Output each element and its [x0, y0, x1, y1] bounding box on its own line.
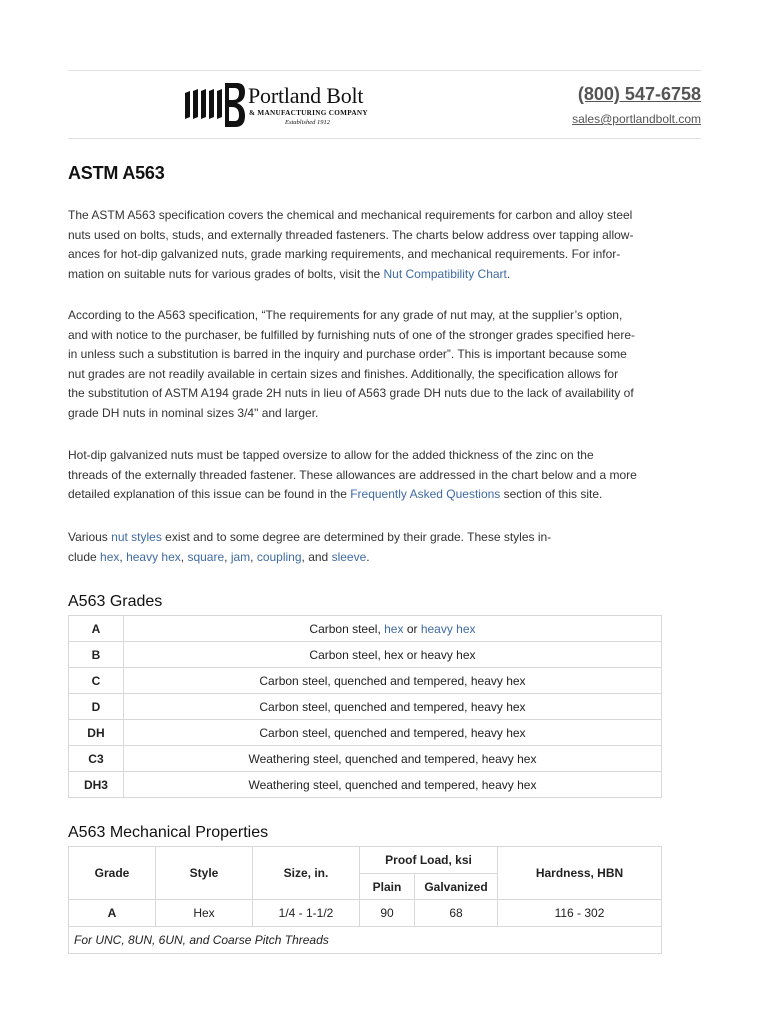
table-row [69, 694, 662, 720]
table-row [69, 720, 662, 746]
page-title: ASTM A563 [68, 163, 165, 183]
hardness-header: Hardness, HBN [498, 847, 662, 900]
nut-styles-link[interactable]: nut styles [111, 530, 162, 544]
text-line: and with notice to the purchaser, be fulfilled by furnishing nuts of one of the stronger grades specified here- [68, 327, 636, 342]
grades-heading: A563 Grades [68, 593, 163, 610]
text-punct: , and [301, 549, 332, 564]
mechanical-properties-table [68, 846, 662, 954]
email-link[interactable]: sales@portlandbolt.com [572, 112, 701, 126]
text-line: mation on suitable nuts for various grades of bolts, visit the [68, 266, 384, 281]
table-row [69, 616, 662, 642]
description-cell: Carbon steel, quenched and tempered, heavy hex [123, 720, 661, 746]
sleeve-link[interactable]: sleeve [331, 549, 367, 564]
table-row [69, 746, 662, 772]
hex-link[interactable]: hex [384, 621, 404, 636]
text-line: grade DH nuts in nominal sizes 3/4" and larger. [68, 405, 319, 420]
text-line: section of this site. [500, 487, 603, 501]
nut-compatibility-chart-link[interactable]: Nut Compatibility Chart [383, 266, 507, 281]
text-punct: , [180, 549, 188, 564]
description-text: or [403, 621, 421, 636]
galvanized-header: Galvanized [415, 874, 498, 900]
nut-styles-paragraph [68, 528, 668, 567]
plain-header: Plain [360, 874, 415, 900]
description-cell: Carbon steel, quenched and tempered, heavy hex [123, 694, 661, 720]
grade-cell: B [69, 642, 124, 668]
size-header: Size, in. [253, 847, 360, 900]
galvanized-paragraph [68, 446, 668, 505]
table-row [69, 642, 662, 668]
grade-cell: A [69, 616, 124, 642]
substitution-paragraph [68, 306, 668, 423]
portland-bolt-logo[interactable] [181, 79, 391, 131]
text-line: The ASTM A563 specification covers the chemical and mechanical requirements for carbon and alloy steel [68, 208, 633, 222]
hex-link[interactable]: hex [100, 549, 120, 564]
text-line: threads of the externally threaded fastener. These allowances are addressed in the chart below and a more [68, 467, 637, 482]
plain-cell: 90 [360, 900, 415, 927]
grade-cell: DH [69, 720, 124, 746]
size-cell: 1/4 - 1-1/2 [253, 900, 360, 927]
description-cell: Weathering steel, quenched and tempered, heavy hex [123, 746, 661, 772]
phone-link[interactable]: (800) 547-6758 [577, 84, 701, 104]
table-row [69, 772, 662, 798]
site-header [68, 70, 701, 138]
text-line: Various [68, 530, 112, 544]
text-punct: . [506, 266, 511, 281]
square-link[interactable]: square [187, 549, 225, 564]
table-header-row [69, 847, 662, 874]
text-punct: , [119, 549, 127, 564]
heavy-hex-link[interactable]: heavy hex [420, 621, 476, 636]
hardness-cell: 116 - 302 [498, 900, 662, 927]
grade-cell: DH3 [69, 772, 124, 798]
text-line: nut grades are not readily available in certain sizes and finishes. Additionally, the specification allows for [68, 366, 619, 381]
text-punct: , [224, 549, 231, 564]
description-cell: Weathering steel, quenched and tempered, heavy hex [123, 772, 661, 798]
grade-header: Grade [69, 847, 156, 900]
proof-load-header: Proof Load, ksi [360, 847, 498, 874]
mechanical-heading: A563 Mechanical Properties [68, 824, 269, 841]
text-line: nuts used on bolts, studs, and externally threaded fasteners. The charts below address over tapping allow- [68, 227, 634, 242]
description-cell: Carbon steel, hex or heavy hex [123, 642, 661, 668]
text-line: the substitution of ASTM A194 grade 2H nuts in lieu of A563 grade DH nuts due to the lack of availability of [68, 386, 634, 400]
bolt-logo-icon [181, 79, 247, 131]
heavy-hex-link[interactable]: heavy hex [126, 549, 181, 564]
description-text: Carbon steel, [309, 621, 385, 636]
grades-table [68, 615, 662, 798]
logo-company-name: Portland Bolt [248, 83, 364, 108]
jam-link[interactable]: jam [230, 549, 251, 564]
galvanized-cell: 68 [415, 900, 498, 927]
text-punct: , [250, 549, 257, 564]
table-footnote-row [69, 927, 662, 954]
text-line: ances for hot-dip galvanized nuts, grade marking requirements, and mechanical requirements. For infor- [68, 247, 621, 261]
grade-cell: D [69, 694, 124, 720]
grade-cell: A [69, 900, 156, 927]
text-line: in unless such a substitution is barred in the inquiry and purchase order”. This is important because some [68, 347, 627, 361]
coupling-link[interactable]: coupling [256, 549, 302, 564]
text-punct: . [366, 549, 370, 564]
header-divider [68, 138, 701, 139]
text-line: clude [68, 549, 101, 564]
intro-paragraph [68, 206, 668, 284]
text-line: exist and to some degree are determined by their grade. These styles in- [161, 530, 552, 544]
table-footnote: For UNC, 8UN, 6UN, and Coarse Pitch Threads [69, 927, 662, 954]
logo-established: Established 1912 [285, 119, 330, 126]
table-row [69, 900, 662, 927]
table-row [69, 668, 662, 694]
grade-cell: C [69, 668, 124, 694]
logo-subtitle: & MANUFACTURING COMPANY [249, 109, 368, 117]
text-line: Hot-dip galvanized nuts must be tapped oversize to allow for the added thickness of the zinc on the [68, 448, 594, 462]
style-header: Style [156, 847, 253, 900]
description-cell [123, 616, 661, 642]
faq-link[interactable]: Frequently Asked Questions [350, 487, 501, 501]
grade-cell: C3 [69, 746, 124, 772]
style-cell: Hex [156, 900, 253, 927]
text-line: According to the A563 specification, “The requirements for any grade of nut may, at the supplier’s option, [68, 308, 623, 322]
description-cell: Carbon steel, quenched and tempered, heavy hex [123, 668, 661, 694]
text-line: detailed explanation of this issue can be found in the [68, 487, 351, 501]
